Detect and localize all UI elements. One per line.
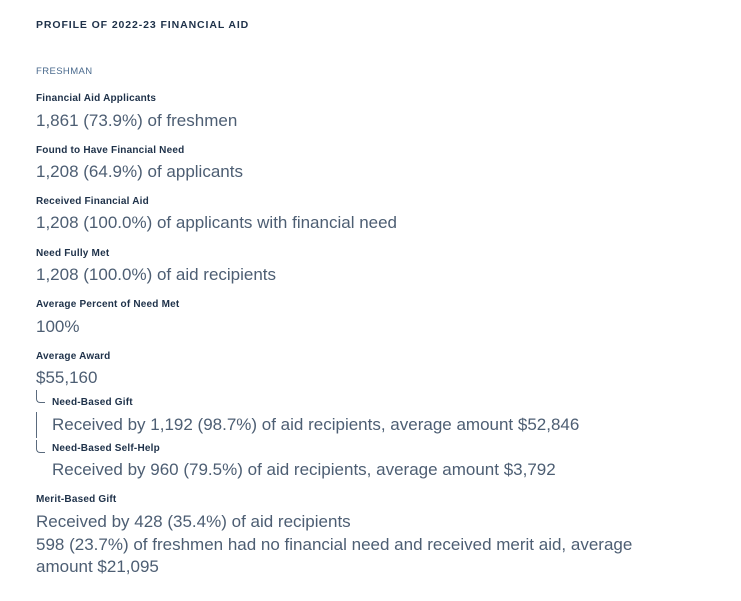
tree-connector	[36, 390, 45, 403]
label-financial-aid-applicants: Financial Aid Applicants	[36, 93, 157, 104]
label-average-award: Average Award	[36, 351, 111, 362]
label-need-based-gift: Need-Based Gift	[52, 397, 133, 408]
value-financial-aid-applicants: 1,861 (73.9%) of freshmen	[36, 111, 238, 130]
label-received-financial-aid: Received Financial Aid	[36, 196, 149, 207]
value-need-based-gift: Received by 1,192 (98.7%) of aid recipients, average amount $52,846	[52, 415, 580, 434]
subsection-title-freshman: FRESHMAN	[36, 66, 93, 77]
value-need-based-self-help: Received by 960 (79.5%) of aid recipients, average amount $3,792	[52, 460, 556, 479]
value-merit-line-3: amount $21,095	[36, 557, 159, 576]
label-need-fully-met: Need Fully Met	[36, 248, 110, 259]
tree-connector	[36, 440, 45, 453]
value-found-financial-need: 1,208 (64.9%) of applicants	[36, 162, 243, 181]
value-need-fully-met: 1,208 (100.0%) of aid recipients	[36, 265, 277, 284]
label-average-percent-need-met: Average Percent of Need Met	[36, 299, 180, 310]
label-need-based-self-help: Need-Based Self-Help	[52, 443, 160, 454]
value-merit-line-2: 598 (23.7%) of freshmen had no financial need and received merit aid, average	[36, 535, 633, 554]
value-merit-line-1: Received by 428 (35.4%) of aid recipients	[36, 512, 351, 531]
label-found-financial-need: Found to Have Financial Need	[36, 145, 185, 156]
tree-connector-line	[36, 412, 37, 438]
section-title: PROFILE OF 2022-23 FINANCIAL AID	[36, 19, 250, 31]
value-average-award: $55,160	[36, 368, 98, 387]
label-merit-based-gift: Merit-Based Gift	[36, 494, 117, 505]
value-received-financial-aid: 1,208 (100.0%) of applicants with financial need	[36, 213, 398, 232]
value-average-percent-need-met: 100%	[36, 317, 80, 336]
